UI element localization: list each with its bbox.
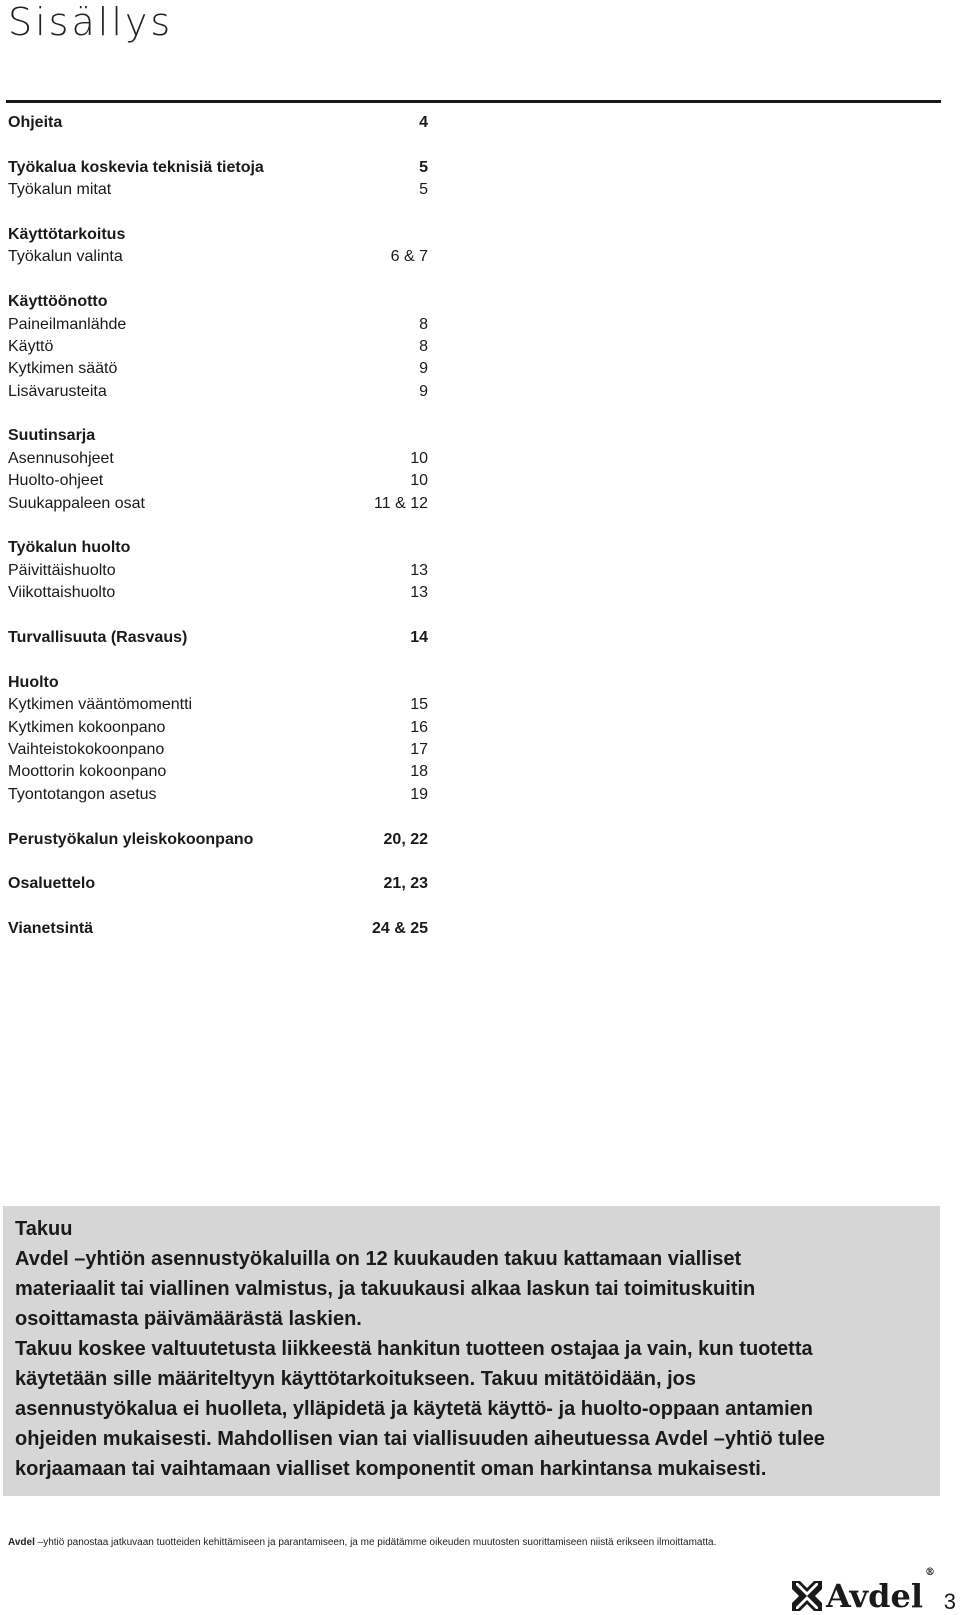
toc-section-heading [8,627,428,649]
toc-section-heading [8,224,428,246]
toc-page-number: 13 [410,584,428,602]
toc-section-heading [8,829,428,851]
toc-label: Osaluettelo [8,875,96,893]
toc-entry [8,739,428,761]
toc-page-number: 16 [410,718,428,736]
toc-label: Perustyökalun yleiskokoonpano [8,830,254,848]
avdel-logo [792,1567,936,1615]
toc-spacer [8,269,428,291]
toc-label: Kytkimen vääntömomentti [8,696,193,714]
toc-entry [8,784,428,806]
toc-label: Käyttö [8,337,54,355]
page-title: Sisällys [8,0,174,44]
toc-entry [8,336,428,358]
toc-section-heading [8,291,428,313]
toc-label: Kytkimen kokoonpano [8,718,166,736]
warranty-line: materiaalit tai viallinen valmistus, ja takuukausi alkaa laskun tai toimituskuitin [15,1278,756,1300]
toc-section-heading [8,873,428,895]
warranty-line: Takuu koskee valtuutetusta liikkeestä hankitun tuotteen ostajaa ja vain, kun tuotetta [15,1338,813,1360]
toc-page-number: 10 [410,472,428,490]
toc-label: Käyttöönotto [8,293,108,311]
toc-entry [8,560,428,582]
toc-spacer [8,403,428,425]
toc-page-number: 20, 22 [383,830,428,848]
toc-page-number: 10 [410,449,428,467]
footnote [8,1537,716,1548]
toc-page-number: 6 & 7 [390,248,428,266]
toc-label: Päivittäishuolto [8,561,116,579]
toc-spacer [8,649,428,671]
toc-label: Suukappaleen osat [8,494,145,512]
warranty-line: osoittamasta päivämäärästä laskien. [15,1308,362,1330]
toc-label: Työkalun huolto [8,539,131,557]
toc-page-number: 8 [419,315,428,333]
toc-page-number: 9 [419,360,428,378]
toc-entry [8,179,428,201]
toc-page-number: 5 [419,158,428,176]
footnote-brand: Avdel [8,1537,35,1548]
toc-label: Viikottaishuolto [8,584,116,602]
toc-label: Turvallisuuta (Rasvaus) [8,628,188,646]
toc-section-heading [8,537,428,559]
warranty-line: käytetään sille määriteltyyn käyttötarkoitukseen. Takuu mitätöidään, jos [15,1368,696,1390]
toc-label: Kytkimen säätö [8,360,118,378]
toc-label: Asennusohjeet [8,449,114,467]
toc-section-heading [8,112,428,134]
table-of-contents [8,112,428,940]
toc-page-number: 19 [410,785,428,803]
toc-page-number: 18 [410,763,428,781]
toc-entry [8,717,428,739]
warranty-box [3,1206,940,1496]
toc-section-heading [8,157,428,179]
toc-page-number: 15 [410,696,428,714]
toc-entry [8,694,428,716]
toc-label: Lisävarusteita [8,382,107,400]
toc-label: Vaihteistokokoonpano [8,740,165,758]
warranty-heading: Takuu [15,1218,73,1240]
toc-label: Työkalun valinta [8,248,123,266]
toc-entry [8,582,428,604]
toc-label: Paineilmanlähde [8,315,127,333]
warranty-line: asennustyökalua ei huolleta, ylläpidetä ja käytetä käyttö- ja huolto-oppaan antamien [15,1398,813,1420]
toc-entry [8,761,428,783]
toc-label: Ohjeita [8,114,63,131]
warranty-text [15,1244,928,1484]
avdel-logo-icon [792,1581,822,1611]
toc-label: Käyttötarkoitus [8,225,126,243]
toc-spacer [8,515,428,537]
toc-label: Moottorin kokoonpano [8,763,167,781]
toc-label: Huolto [8,673,59,691]
toc-entry [8,470,428,492]
warranty-line: Avdel –yhtiön asennustyökaluilla on 12 kuukauden takuu kattamaan vialliset [15,1248,742,1270]
toc-section-heading [8,425,428,447]
toc-spacer [8,806,428,828]
toc-entry [8,246,428,268]
toc-label: Suutinsarja [8,427,96,445]
footnote-text: –yhtiö panostaa jatkuvaan tuotteiden kehittämiseen ja parantamiseen, ja me pidätämme oikeuden muutosten suorittamiseen niistä erikseen ilmoittamatta. [34,1537,717,1548]
toc-page-number: 9 [419,382,428,400]
toc-section-heading [8,672,428,694]
toc-label: Huolto-ohjeet [8,472,104,490]
toc-page-number: 17 [410,740,428,758]
toc-entry [8,493,428,515]
toc-spacer [8,896,428,918]
toc-page-number: 4 [419,114,428,131]
toc-spacer [8,605,428,627]
page-number: 3 [943,1589,956,1614]
toc-label: Tyontotangon asetus [8,785,157,803]
toc-label: Työkalun mitat [8,181,112,199]
toc-page-number: 21, 23 [383,875,428,893]
toc-page-number: 13 [410,561,428,579]
toc-entry [8,448,428,470]
toc-entry [8,381,428,403]
warranty-line: ohjeiden mukaisesti. Mahdollisen vian tai viallisuuden aiheutuessa Avdel –yhtiö tulee [15,1428,825,1450]
toc-page-number: 5 [419,181,428,199]
toc-page-number: 14 [410,628,428,646]
toc-entry [8,314,428,336]
toc-page-number: 11 & 12 [374,494,428,512]
toc-page-number: 8 [419,337,428,355]
toc-page-number: 24 & 25 [371,920,428,938]
toc-spacer [8,202,428,224]
toc-label: Vianetsintä [8,920,94,938]
toc-entry [8,358,428,380]
title-divider [6,100,941,103]
warranty-line: korjaamaan tai vaihtamaan vialliset komponentit oman harkintansa mukaisesti. [15,1458,767,1480]
toc-spacer [8,134,428,156]
toc-spacer [8,851,428,873]
toc-label: Työkalua koskevia teknisiä tietoja [8,158,264,176]
toc-section-heading [8,918,428,940]
logo-wordmark: Avdel® [826,1567,936,1615]
